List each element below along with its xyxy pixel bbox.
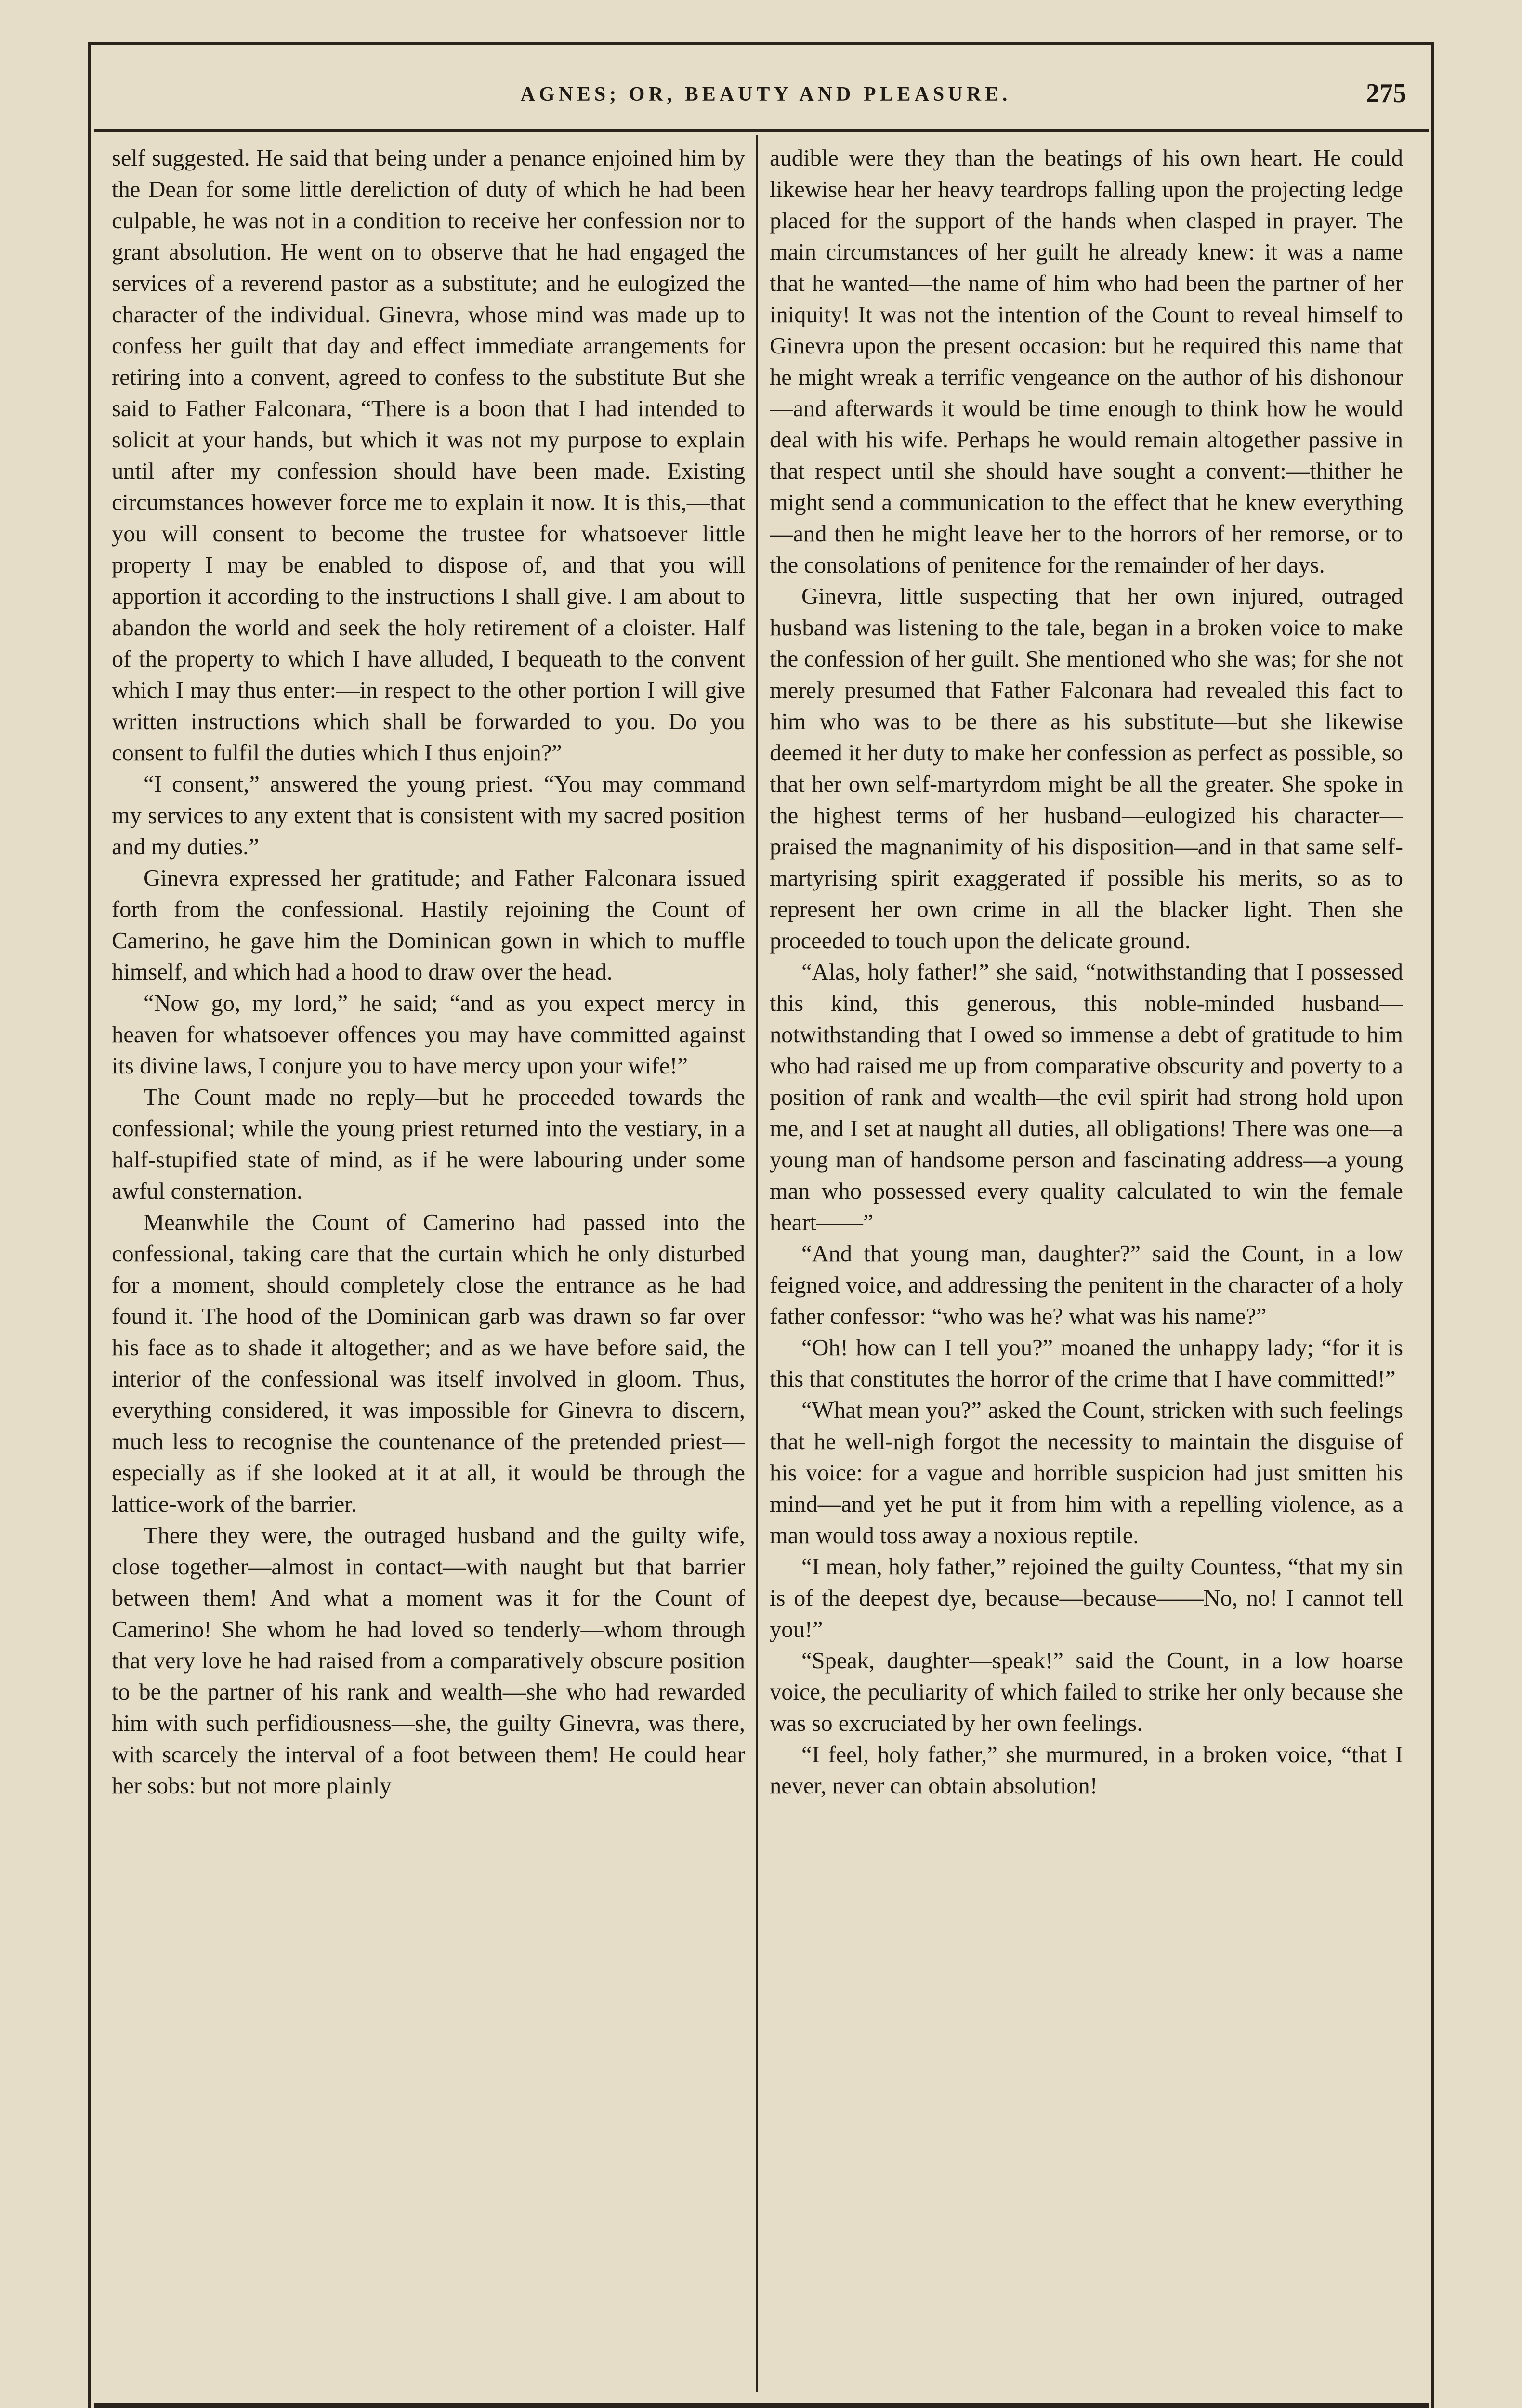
paragraph: “And that young man, daughter?” said the Count, in a low feigned voice, and addressing the penitent in the character of a holy father confessor: “who was he? what was his name?” bbox=[770, 1241, 1403, 1329]
paragraph: “What mean you?” asked the Count, stricken with such feelings that he well-nigh forgot the necessity to maintain the disguise of his voice: for a vague and horrible suspicion had just smitten his mind—and yet he put it from him with a repelling violence, as a man would toss away a noxious reptile. bbox=[770, 1398, 1403, 1548]
paragraph: “Alas, holy father!” she said, “notwithstanding that I possessed this kind, this generous, this noble-minded husband—notwithstanding that I owed so immense a debt of gratitude to him who had raised me up from comparative obscurity and poverty to a position of rank and wealth—the evil spirit had strong hold upon me, and I set at naught all duties, all obligations! There was one—a young man of handsome person and fascinating address—a young man who possessed every quality calculated to win the female heart——” bbox=[770, 959, 1403, 1235]
right-column bbox=[770, 143, 1403, 2358]
page-number: 275 bbox=[1366, 79, 1406, 108]
paragraph: “I consent,” answered the young priest. “You may command my services to any extent that is consistent with my sacred position and my duties.” bbox=[112, 772, 745, 860]
paragraph: “Now go, my lord,” he said; “and as you expect mercy in heaven for whatsoever offences you may have committed against its divine laws, I conjure you to have mercy upon your wife!” bbox=[112, 991, 745, 1079]
column-divider bbox=[756, 135, 758, 2392]
left-column bbox=[112, 143, 745, 2358]
paragraph: “Oh! how can I tell you?” moaned the unhappy lady; “for it is this that constitutes the horror of the crime that I have committed!” bbox=[770, 1335, 1403, 1392]
paragraph: audible were they than the beatings of his own heart. He could likewise hear her heavy teardrops falling upon the projecting ledge placed for the support of the hands when clasped in prayer. The main circumstances of her guilt he already knew: it was a name that he wanted—the name of him who had been the partner of her iniquity! It was not the intention of the Count to reveal himself to Ginevra upon the present occasion: but he required this name that he might wreak a terrific vengeance on the author of his dishonour—and afterwards it would be time enough to think how he would deal with his wife. Perhaps he would remain altogether passive in that respect until she should have sought a convent:—thither he might send a communication to the effect that he knew everything—and then he might leave her to the horrors of her remorse, or to the consolations of penitence for the remainder of her days. bbox=[770, 145, 1403, 578]
paragraph: “I feel, holy father,” she murmured, in a broken voice, “that I never, never can obtain absolution! bbox=[770, 1742, 1403, 1799]
page-header bbox=[116, 77, 1416, 120]
footer-rule bbox=[94, 2403, 1429, 2408]
header-rule bbox=[94, 129, 1429, 132]
paragraph: “I mean, holy father,” rejoined the guilty Countess, “that my sin is of the deepest dye, because—because——No, no! I cannot tell you!” bbox=[770, 1554, 1403, 1642]
paragraph: There they were, the outraged husband and the guilty wife, close together—almost in contact—with naught but that barrier between them! And what a moment was it for the Count of Camerino! She whom he had loved so tenderly—whom through that very love he had raised from a comparatively obscure position to be the partner of his rank and wealth—she who had rewarded him with such perfidiousness—she, the guilty Ginevra, was there, with scarcely the interval of a foot between them! He could hear her sobs: but not more plainly bbox=[112, 1523, 745, 1799]
running-title: AGNES; OR, BEAUTY AND PLEASURE. bbox=[520, 83, 1011, 105]
paragraph: Ginevra expressed her gratitude; and Father Falconara issued forth from the confessional. Hastily rejoining the Count of Camerino, he gave him the Dominican gown in which to muffle himself, and which had a hood to draw over the head. bbox=[112, 865, 745, 985]
paragraph: “Speak, daughter—speak!” said the Count, in a low hoarse voice, the peculiarity of which failed to strike her only because she was so excruciated by her own feelings. bbox=[770, 1648, 1403, 1736]
paragraph: Meanwhile the Count of Camerino had passed into the confessional, taking care that the curtain which he only disturbed for a moment, should completely close the entrance as he had found it. The hood of the Dominican garb was drawn so far over his face as to shade it altogether; and as we have before said, the interior of the confessional was itself involved in gloom. Thus, everything considered, it was impossible for Ginevra to discern, much less to recognise the countenance of the pretended priest—especially as if she looked at it at all, it would be through the lattice-work of the barrier. bbox=[112, 1210, 745, 1517]
paragraph: The Count made no reply—but he proceeded towards the confessional; while the young priest returned into the vestiary, in a half-stupified state of mind, as if he were labouring under some awful consternation. bbox=[112, 1085, 745, 1204]
paragraph: Ginevra, little suspecting that her own injured, outraged husband was listening to the tale, began in a broken voice to make the confession of her guilt. She mentioned who she was; for she not merely presumed that Father Falconara had revealed this fact to him who was to be there as his substitute—but she likewise deemed it her duty to make her confession as perfect as possible, so that her own self-martyrdom might be all the greater. She spoke in the highest terms of her husband—eulogized his character—praised the magnanimity of his disposition—and in that same self-martyrising spirit exaggerated if possible his merits, so as to represent her own crime in all the blacker light. Then she proceeded to touch upon the delicate ground. bbox=[770, 584, 1403, 954]
paragraph: self suggested. He said that being under a penance enjoined him by the Dean for some little dereliction of duty of which he had been culpable, he was not in a condition to receive her confession nor to grant absolution. He went on to observe that he had engaged the services of a reverend pastor as a substitute; and he eulogized the character of the individual. Ginevra, whose mind was made up to confess her guilt that day and effect immediate arrangements for retiring into a convent, agreed to confess to the substitute But she said to Father Falconara, “There is a boon that I had intended to solicit at your hands, but which it was not my purpose to explain until after my confession should have been made. Existing circumstances however force me to explain it now. It is this,—that you will consent to become the trustee for whatsoever little property I may be enabled to dispose of, and that you will apportion it according to the instructions I shall give. I am about to abandon the world and seek the holy retirement of a cloister. Half of the property to which I have alluded, I bequeath to the convent which I may thus enter:—in respect to the other portion I will give written instructions which shall be forwarded to you. Do you consent to fulfil the duties which I thus enjoin?” bbox=[112, 145, 745, 766]
